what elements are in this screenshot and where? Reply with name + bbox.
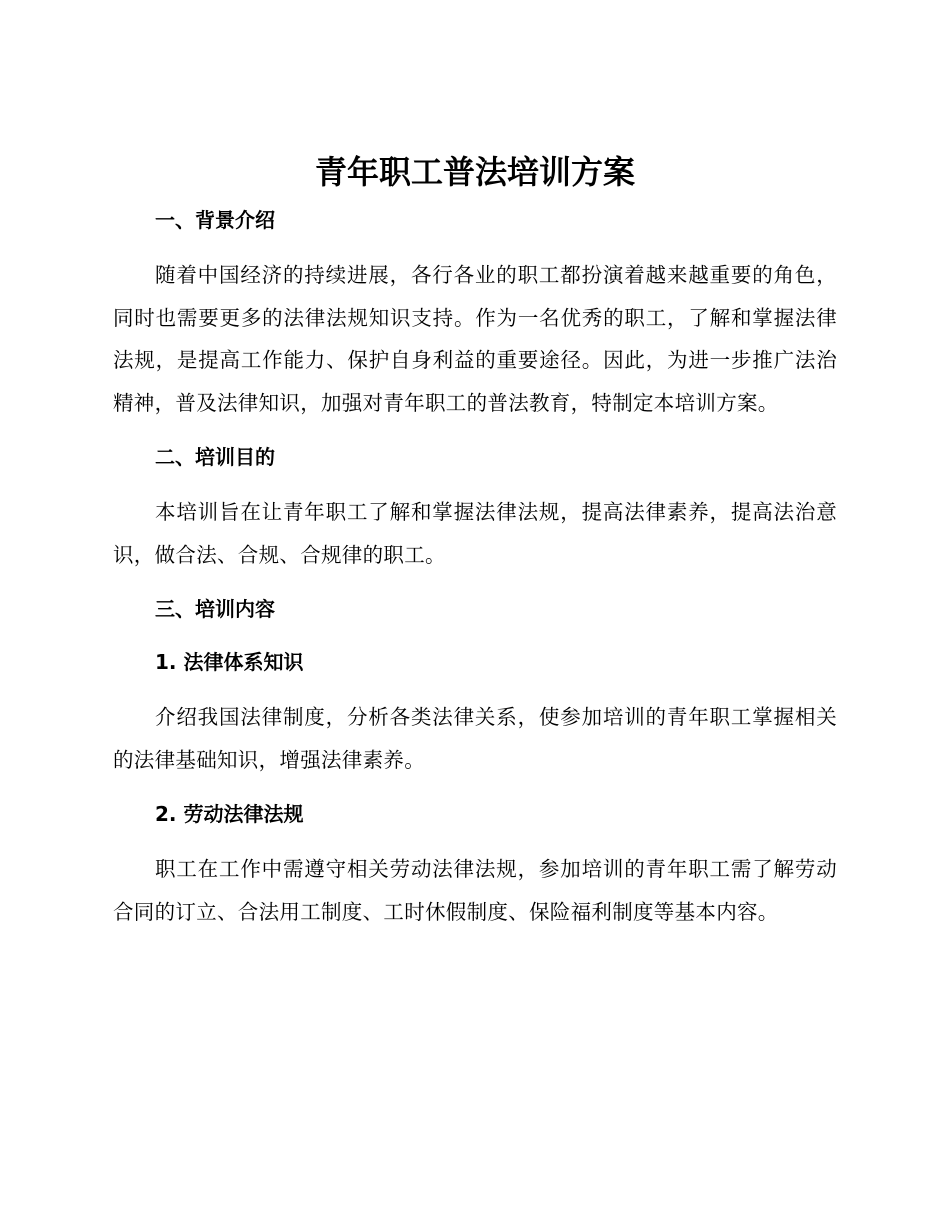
document-title: 青年职工普法培训方案 — [314, 153, 635, 191]
subsection-heading-legal-system: 1. 法律体系知识 — [155, 650, 304, 674]
section-paragraph-purpose: 本培训旨在让青年职工了解和掌握法律法规，提高法律素养，提高法治意识，做合法、合规、合规律的职工。 — [113, 500, 837, 567]
section-paragraph-background: 随着中国经济的持续进展，各行各业的职工都扮演着越来越重要的角色，同时也需要更多的法律法规知识支持。作为一名优秀的职工，了解和掌握法律法规，是提高工作能力、保护自身利益的重要途径。因此，为进一步推广法治精神，普及法律知识，加强对青年职工的普法教育，特制定本培训方案。 — [113, 263, 837, 415]
subsection-paragraph-labor-law: 职工在工作中需遵守相关劳动法律法规，参加培训的青年职工需了解劳动合同的订立、合法用工制度、工时休假制度、保险福利制度等基本内容。 — [113, 857, 837, 924]
subsection-paragraph-legal-system: 介绍我国法律制度，分析各类法律关系，使参加培训的青年职工掌握相关的法律基础知识，增强法律素养。 — [113, 705, 837, 772]
section-heading-purpose: 二、培训目的 — [155, 445, 275, 469]
document-body — [113, 200, 837, 933]
subsection-heading-labor-law: 2. 劳动法律法规 — [155, 802, 304, 826]
section-heading-content: 三、培训内容 — [155, 597, 275, 621]
section-heading-background: 一、背景介绍 — [155, 208, 275, 232]
